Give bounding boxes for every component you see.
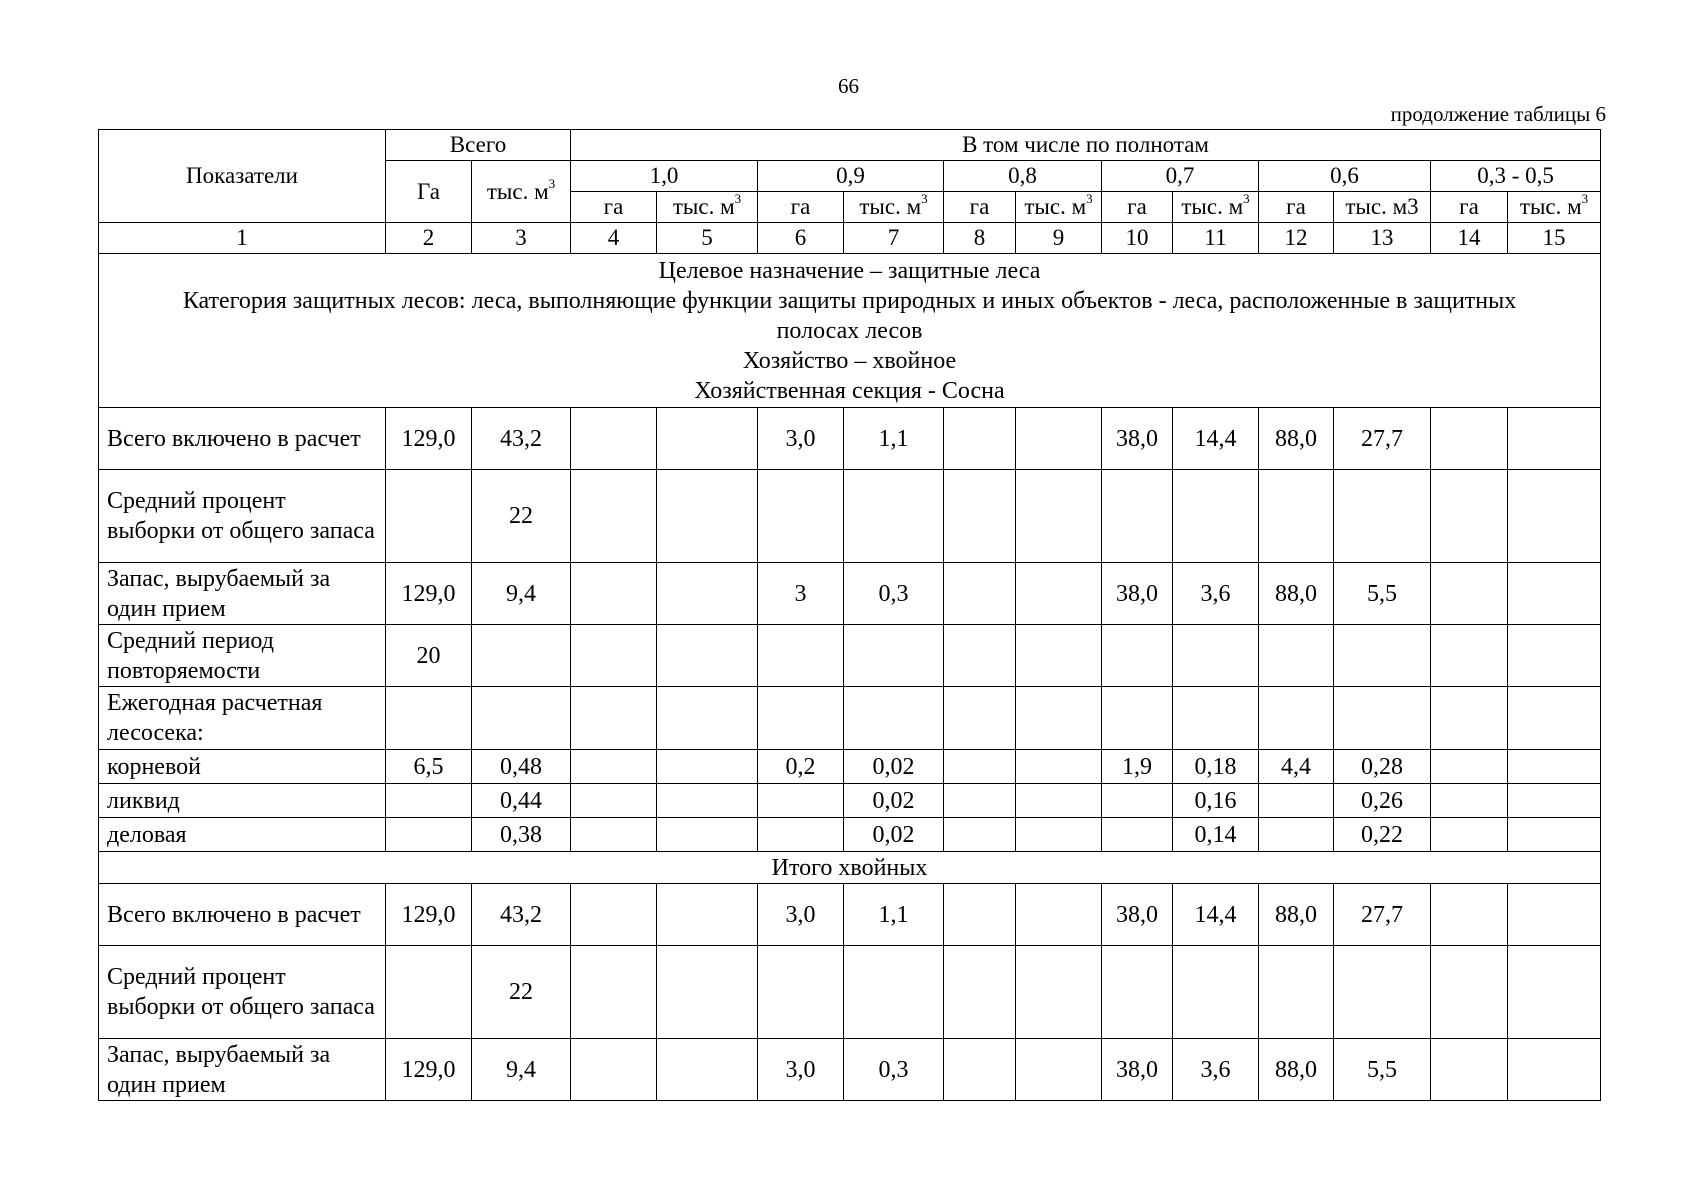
table-cell: 20 xyxy=(386,625,472,687)
table-cell xyxy=(657,818,758,852)
column-number: 5 xyxy=(657,223,758,254)
row-label: Средний процент выборки от общего запаса xyxy=(99,946,386,1039)
table-cell xyxy=(1334,946,1431,1039)
table-cell xyxy=(1016,563,1102,625)
table-cell: 22 xyxy=(472,470,571,563)
header-density: 0,6 xyxy=(1259,161,1431,192)
table-cell: 38,0 xyxy=(1102,1039,1173,1101)
column-number: 9 xyxy=(1016,223,1102,254)
table-cell: 38,0 xyxy=(1102,563,1173,625)
table-cell xyxy=(1102,946,1173,1039)
row-label: ликвид xyxy=(99,784,386,818)
table-cell xyxy=(1431,1039,1508,1101)
table-cell: 129,0 xyxy=(386,408,472,470)
table-row xyxy=(99,784,1601,818)
table-cell xyxy=(1508,563,1601,625)
table-cell: 0,14 xyxy=(1173,818,1259,852)
table-cell xyxy=(1259,687,1334,750)
header-density: 0,7 xyxy=(1102,161,1259,192)
table-cell xyxy=(571,563,657,625)
column-number: 3 xyxy=(472,223,571,254)
section-category-cont: полосах лесов xyxy=(776,317,923,344)
section-heading xyxy=(99,254,1601,408)
table-cell: 0,18 xyxy=(1173,750,1259,784)
table-cell: 27,7 xyxy=(1334,408,1431,470)
column-number: 4 xyxy=(571,223,657,254)
table-cell xyxy=(758,818,844,852)
table-cell xyxy=(1102,784,1173,818)
table-cell: 14,4 xyxy=(1173,884,1259,946)
header-density: 1,0 xyxy=(571,161,758,192)
row-label: Средний процент выборки от общего запаса xyxy=(99,470,386,563)
table-cell xyxy=(1431,946,1508,1039)
table-cell: 3,6 xyxy=(1173,1039,1259,1101)
table-cell xyxy=(844,687,944,750)
table-cell xyxy=(1259,470,1334,563)
table-cell xyxy=(472,687,571,750)
table-cell: 3 xyxy=(758,563,844,625)
table-cell: 0,28 xyxy=(1334,750,1431,784)
header-unit-ha: га xyxy=(944,192,1016,223)
table-cell xyxy=(1016,1039,1102,1101)
table-cell xyxy=(386,946,472,1039)
column-number: 13 xyxy=(1334,223,1431,254)
table-cell xyxy=(657,408,758,470)
header-total-volume: тыс. $м^3$ xyxy=(472,161,571,223)
table-cell xyxy=(1102,687,1173,750)
table-cell xyxy=(944,750,1016,784)
table-cell: 1,1 xyxy=(844,884,944,946)
table-cell xyxy=(1016,625,1102,687)
table-cell: 43,2 xyxy=(472,884,571,946)
column-number: 15 xyxy=(1508,223,1601,254)
header-total: Всего xyxy=(386,130,571,161)
table-cell xyxy=(1173,946,1259,1039)
table-cell xyxy=(758,625,844,687)
table-row xyxy=(99,818,1601,852)
table-row xyxy=(99,946,1601,1039)
header-indicators: Показатели xyxy=(99,130,386,223)
table-cell: 14,4 xyxy=(1173,408,1259,470)
row-label: Всего включено в расчет xyxy=(99,408,386,470)
table-cell xyxy=(1334,625,1431,687)
table-cell: 0,3 xyxy=(844,1039,944,1101)
table-cell xyxy=(758,946,844,1039)
table-cell xyxy=(944,470,1016,563)
table-cell xyxy=(758,784,844,818)
table-cell: 5,5 xyxy=(1334,1039,1431,1101)
table-cell xyxy=(657,1039,758,1101)
table-cell: 3,0 xyxy=(758,884,844,946)
table-cell xyxy=(571,884,657,946)
table-row xyxy=(99,687,1601,750)
table-cell xyxy=(571,470,657,563)
table-cell xyxy=(844,625,944,687)
table-cell xyxy=(1508,1039,1601,1101)
table-cell xyxy=(1431,687,1508,750)
table-cell xyxy=(1173,687,1259,750)
table-cell xyxy=(944,884,1016,946)
table-cell xyxy=(1016,884,1102,946)
table-cell xyxy=(1173,625,1259,687)
header-unit-ha: га xyxy=(1259,192,1334,223)
table-cell xyxy=(1431,818,1508,852)
header-including: В том числе по полнотам xyxy=(571,130,1601,161)
table-cell: 9,4 xyxy=(472,1039,571,1101)
section-farm: Хозяйство – хвойное xyxy=(742,347,957,374)
table-cell xyxy=(1508,784,1601,818)
table-cell xyxy=(1016,470,1102,563)
table-cell xyxy=(944,408,1016,470)
table-cell xyxy=(1259,784,1334,818)
table-cell: 0,22 xyxy=(1334,818,1431,852)
table-cell: 38,0 xyxy=(1102,884,1173,946)
table-cell xyxy=(1259,818,1334,852)
row-label: корневой xyxy=(99,750,386,784)
table-cell: 4,4 xyxy=(1259,750,1334,784)
table-cell: 0,16 xyxy=(1173,784,1259,818)
table-cell xyxy=(657,750,758,784)
table-cell xyxy=(1016,784,1102,818)
table-cell xyxy=(944,946,1016,1039)
section-purpose: Целевое назначение – защитные леса xyxy=(658,257,1041,284)
table-cell xyxy=(571,750,657,784)
table-cell xyxy=(1508,750,1601,784)
subtotal-heading-row xyxy=(99,852,1601,884)
table-cell: 43,2 xyxy=(472,408,571,470)
header-density: 0,3 - 0,5 xyxy=(1431,161,1601,192)
table-cell: 0,26 xyxy=(1334,784,1431,818)
table-cell: 129,0 xyxy=(386,884,472,946)
table-cell xyxy=(1431,563,1508,625)
table-cell: 6,5 xyxy=(386,750,472,784)
header-unit-ha: га xyxy=(571,192,657,223)
table-row xyxy=(99,470,1601,563)
header-unit-volume: тыс. $м^3$ xyxy=(844,192,944,223)
column-number: 12 xyxy=(1259,223,1334,254)
table-cell xyxy=(1431,470,1508,563)
table-cell xyxy=(571,784,657,818)
section-economic-section: Хозяйственная секция - Сосна xyxy=(694,377,1005,404)
table-cell xyxy=(657,563,758,625)
column-number: 8 xyxy=(944,223,1016,254)
table-cell: 88,0 xyxy=(1259,408,1334,470)
table-cell xyxy=(1508,884,1601,946)
table-cell xyxy=(386,687,472,750)
table-cell: 88,0 xyxy=(1259,884,1334,946)
table-cell: 3,6 xyxy=(1173,563,1259,625)
section-category: Категория защитных лесов: леса, выполняющие функции защиты природных и иных объектов - леса, расположенные в защитных xyxy=(182,287,1517,314)
table-cell xyxy=(1173,470,1259,563)
header-unit-ha: га xyxy=(1102,192,1173,223)
table-cell xyxy=(657,946,758,1039)
table-cell xyxy=(944,625,1016,687)
table-cell: 0,44 xyxy=(472,784,571,818)
table-cell xyxy=(1508,818,1601,852)
row-label: деловая xyxy=(99,818,386,852)
column-number: 2 xyxy=(386,223,472,254)
header-unit-volume: тыс. $м^3$ xyxy=(1508,192,1601,223)
column-numbers-row xyxy=(99,223,1601,254)
table-cell xyxy=(1508,408,1601,470)
table-cell xyxy=(657,470,758,563)
table-cell xyxy=(944,563,1016,625)
column-number: 11 xyxy=(1173,223,1259,254)
table-cell: 3,0 xyxy=(758,408,844,470)
table-cell xyxy=(1102,470,1173,563)
table-cell: 88,0 xyxy=(1259,563,1334,625)
column-number: 14 xyxy=(1431,223,1508,254)
table-row xyxy=(99,1039,1601,1101)
table-cell xyxy=(657,687,758,750)
table-cell xyxy=(1016,687,1102,750)
table-row xyxy=(99,750,1601,784)
row-label: Ежегодная расчетная лесосека: xyxy=(99,687,386,750)
header-total-ha: Га xyxy=(386,161,472,223)
row-label: Запас, вырубаемый за один прием xyxy=(99,1039,386,1101)
table-cell: 38,0 xyxy=(1102,408,1173,470)
table-cell: 22 xyxy=(472,946,571,1039)
table-cell: 88,0 xyxy=(1259,1039,1334,1101)
header-unit-ha: га xyxy=(758,192,844,223)
table-cell xyxy=(758,470,844,563)
table-row xyxy=(99,563,1601,625)
table-cell: 0,02 xyxy=(844,784,944,818)
table-cell: 0,2 xyxy=(758,750,844,784)
table-cell xyxy=(1508,946,1601,1039)
table-cell xyxy=(944,1039,1016,1101)
rows-group-pine xyxy=(99,408,1601,852)
table-row xyxy=(99,625,1601,687)
header-density: 0,8 xyxy=(944,161,1102,192)
header-unit-ha: га xyxy=(1431,192,1508,223)
table-cell: 3,0 xyxy=(758,1039,844,1101)
table-cell: 5,5 xyxy=(1334,563,1431,625)
table-cell: 9,4 xyxy=(472,563,571,625)
header-unit-volume: тыс. $м^3$ xyxy=(1173,192,1259,223)
table-cell xyxy=(386,784,472,818)
table-cell: 0,02 xyxy=(844,750,944,784)
column-number: 7 xyxy=(844,223,944,254)
row-label: Всего включено в расчет xyxy=(99,884,386,946)
table-row xyxy=(99,884,1601,946)
table-cell xyxy=(1102,625,1173,687)
table-cell xyxy=(571,818,657,852)
header-unit-volume: тыс. м3 xyxy=(1334,192,1431,223)
table-cell xyxy=(657,625,758,687)
table-cell xyxy=(844,470,944,563)
column-number: 6 xyxy=(758,223,844,254)
table-cell xyxy=(1102,818,1173,852)
section-heading-row xyxy=(99,254,1601,408)
table-cell xyxy=(1334,470,1431,563)
table-cell xyxy=(571,1039,657,1101)
table-cell: 129,0 xyxy=(386,1039,472,1101)
table-cell: 0,02 xyxy=(844,818,944,852)
table-cell xyxy=(1431,625,1508,687)
table-cell xyxy=(1259,625,1334,687)
table-cell: 27,7 xyxy=(1334,884,1431,946)
column-number: 1 xyxy=(99,223,386,254)
table-cell xyxy=(571,408,657,470)
table-cell xyxy=(571,946,657,1039)
column-number: 10 xyxy=(1102,223,1173,254)
table-cell: 1,9 xyxy=(1102,750,1173,784)
header-density: 0,9 xyxy=(758,161,944,192)
table-cell xyxy=(944,687,1016,750)
header-unit-volume: тыс. $м^3$ xyxy=(657,192,758,223)
table-row xyxy=(99,408,1601,470)
table-cell xyxy=(1259,946,1334,1039)
table-cell xyxy=(944,784,1016,818)
table-cell: 1,1 xyxy=(844,408,944,470)
table-cell xyxy=(1016,818,1102,852)
table-cell xyxy=(571,687,657,750)
table-cell: 0,3 xyxy=(844,563,944,625)
table-cell xyxy=(1016,408,1102,470)
table-cell xyxy=(1431,750,1508,784)
cutting-table xyxy=(98,129,1601,1101)
table-cell xyxy=(1508,470,1601,563)
table-cell xyxy=(844,946,944,1039)
table-cell xyxy=(571,625,657,687)
page-number: 66 xyxy=(838,74,859,98)
table-continuation-note: продолжение таблицы 6 xyxy=(1390,102,1606,126)
table-cell xyxy=(1431,784,1508,818)
table-cell: 0,38 xyxy=(472,818,571,852)
table-cell xyxy=(1508,687,1601,750)
table-cell xyxy=(1334,687,1431,750)
table-cell xyxy=(944,818,1016,852)
subtotal-heading: Итого хвойных xyxy=(99,852,1601,884)
table-cell xyxy=(1016,946,1102,1039)
rows-group-coniferous-total xyxy=(99,884,1601,1101)
table-cell: 129,0 xyxy=(386,563,472,625)
table-cell xyxy=(1508,625,1601,687)
row-label: Запас, вырубаемый за один прием xyxy=(99,563,386,625)
header-unit-volume: тыс. $м^3$ xyxy=(1016,192,1102,223)
table-cell: 0,48 xyxy=(472,750,571,784)
table-cell xyxy=(386,470,472,563)
row-label: Средний период повторяемости xyxy=(99,625,386,687)
header-row-1 xyxy=(99,130,1601,161)
table-cell xyxy=(657,884,758,946)
table-cell xyxy=(386,818,472,852)
table-cell xyxy=(758,687,844,750)
table-cell xyxy=(1016,750,1102,784)
table-cell xyxy=(472,625,571,687)
table-cell xyxy=(657,784,758,818)
table-cell xyxy=(1431,884,1508,946)
table-cell xyxy=(1431,408,1508,470)
